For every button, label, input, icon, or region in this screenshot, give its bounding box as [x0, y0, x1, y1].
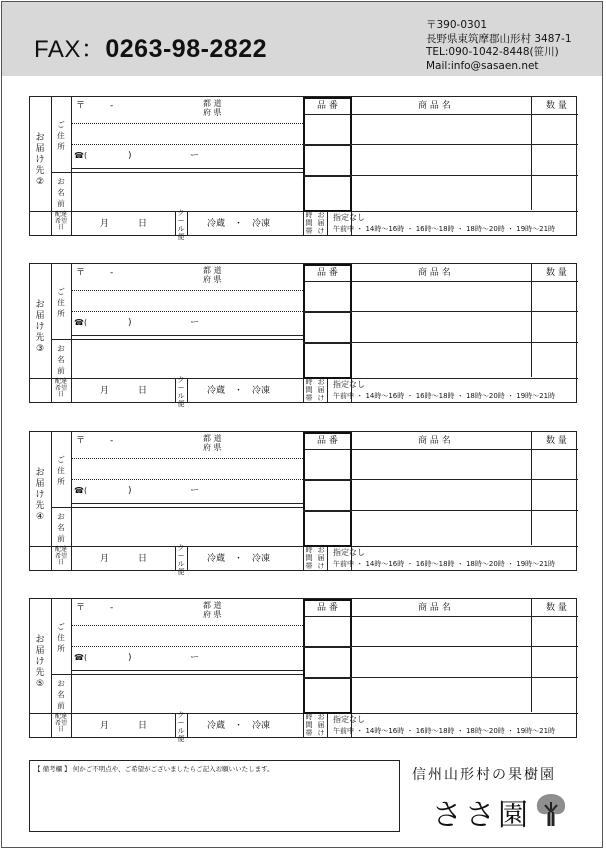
name-label: お名前 [57, 512, 65, 543]
day-label: 日 [138, 554, 148, 564]
shop-logo-text: ささ園 [432, 798, 531, 833]
postal-mark: 〒 [76, 436, 86, 446]
phone-dash: ー [190, 318, 200, 328]
phone-dash: ー [190, 486, 200, 496]
month-label: 月 [100, 219, 110, 229]
block-title: お届け先③ [35, 300, 45, 354]
month-label: 月 [100, 721, 110, 731]
wish-label: お届け [317, 546, 325, 570]
postal-dash: - [110, 436, 114, 446]
address: 長野県東筑摩郡山形村 3487-1 [426, 32, 572, 45]
date-label: 配達希望日 [55, 211, 68, 231]
email: Mail:info@sasaen.net [426, 59, 539, 72]
cool-options: 冷蔵 ・ 冷凍 [207, 219, 271, 229]
prefecture-label-1: 都 道 [203, 99, 222, 108]
notes-instruction: 【 備考欄 】 何かご不明点や、ご希望がございましたらご記入お願いいたします。 [34, 765, 274, 773]
product-name-header: 商 品 名 [418, 603, 451, 613]
telephone: TEL:090-1042-8448(笹川) [426, 46, 559, 58]
cool-label: クール便 [177, 711, 185, 743]
delivery-block [29, 96, 577, 241]
quantity-header: 数 量 [546, 101, 567, 111]
day-label: 日 [138, 721, 148, 731]
time-options: 午前中 ・ 14時〜16時 ・ 16時〜18時 ・ 18時〜20時 ・ 19時〜21時 [333, 560, 556, 568]
address-label: ご住所 [57, 287, 65, 318]
prefecture-label-2: 府 県 [203, 610, 222, 619]
block-title: お届け先⑤ [35, 635, 45, 689]
time-label: 時間帯 [305, 546, 313, 570]
postal-mark: 〒 [76, 101, 86, 111]
contact-info [426, 19, 572, 73]
wish-label: お届け [317, 378, 325, 402]
name-label: お名前 [57, 177, 65, 208]
postal-dash: - [110, 603, 114, 613]
prefecture-label-1: 都 道 [203, 601, 222, 610]
delivery-block [29, 431, 577, 576]
product-name-header: 商 品 名 [418, 268, 451, 278]
no-time-option: 指定なし [333, 213, 365, 222]
wish-label: お届け [317, 211, 325, 235]
block-title: お届け先④ [35, 468, 45, 522]
time-options: 午前中 ・ 14時〜16時 ・ 16時〜18時 ・ 18時〜20時 ・ 19時〜21時 [333, 392, 556, 400]
product-code-header: 品 番 [317, 268, 338, 278]
fax-number [34, 29, 267, 64]
date-label: 配達希望日 [55, 378, 68, 398]
wish-label: お届け [317, 713, 325, 737]
phone-close: ) [128, 653, 132, 663]
phone-dash: ー [190, 653, 200, 663]
cool-label: クール便 [177, 376, 185, 408]
product-name-header: 商 品 名 [418, 101, 451, 111]
date-label: 配達希望日 [55, 546, 68, 566]
prefecture-label-1: 都 道 [203, 434, 222, 443]
address-label: ご住所 [57, 120, 65, 151]
delivery-block [29, 263, 577, 408]
notes-box[interactable] [29, 760, 400, 832]
month-label: 月 [100, 554, 110, 564]
no-time-option: 指定なし [333, 548, 365, 557]
date-label: 配達希望日 [55, 713, 68, 733]
prefecture-label-2: 府 県 [203, 108, 222, 117]
time-label: 時間帯 [305, 378, 313, 402]
quantity-header: 数 量 [546, 603, 567, 613]
product-code-header: 品 番 [317, 101, 338, 111]
quantity-header: 数 量 [546, 268, 567, 278]
cool-options: 冷蔵 ・ 冷凍 [207, 386, 271, 396]
phone-mark: ☎( [74, 151, 88, 160]
address-label: ご住所 [57, 622, 65, 653]
phone-close: ) [128, 151, 132, 161]
prefecture-label-1: 都 道 [203, 266, 222, 275]
prefecture-label-2: 府 県 [203, 275, 222, 284]
delivery-block [29, 598, 577, 743]
cool-label: クール便 [177, 544, 185, 576]
postal-mark: 〒 [76, 603, 86, 613]
quantity-header: 数 量 [546, 436, 567, 446]
postal-mark: 〒 [76, 268, 86, 278]
phone-close: ) [128, 318, 132, 328]
time-options: 午前中 ・ 14時〜16時 ・ 16時〜18時 ・ 18時〜20時 ・ 19時〜21時 [333, 225, 556, 233]
day-label: 日 [138, 219, 148, 229]
fax-digits: 0263-98-2822 [105, 35, 268, 63]
product-name-header: 商 品 名 [418, 436, 451, 446]
phone-dash: ー [190, 151, 200, 161]
time-options: 午前中 ・ 14時〜16時 ・ 16時〜18時 ・ 18時〜20時 ・ 19時〜21時 [333, 727, 556, 735]
time-label: 時間帯 [305, 211, 313, 235]
postal-dash: - [110, 268, 114, 278]
shop-tagline: 信州山形村の果樹園 [412, 767, 556, 783]
product-code-header: 品 番 [317, 436, 338, 446]
name-label: お名前 [57, 679, 65, 710]
product-code-header: 品 番 [317, 603, 338, 613]
prefecture-label-2: 府 県 [203, 443, 222, 452]
no-time-option: 指定なし [333, 380, 365, 389]
time-label: 時間帯 [305, 713, 313, 737]
phone-mark: ☎( [74, 486, 88, 495]
phone-close: ) [128, 486, 132, 496]
postal-code: 〒390-0301 [426, 19, 488, 31]
fax-label: FAX： [34, 36, 106, 63]
page-header [2, 2, 602, 76]
cool-label: クール便 [177, 209, 185, 241]
tree-icon [534, 792, 568, 828]
cool-options: 冷蔵 ・ 冷凍 [207, 554, 271, 564]
name-label: お名前 [57, 344, 65, 375]
phone-mark: ☎( [74, 318, 88, 327]
cool-options: 冷蔵 ・ 冷凍 [207, 721, 271, 731]
address-label: ご住所 [57, 455, 65, 486]
no-time-option: 指定なし [333, 715, 365, 724]
day-label: 日 [138, 386, 148, 396]
postal-dash: - [110, 101, 114, 111]
block-title: お届け先② [35, 133, 45, 187]
phone-mark: ☎( [74, 653, 88, 662]
month-label: 月 [100, 386, 110, 396]
